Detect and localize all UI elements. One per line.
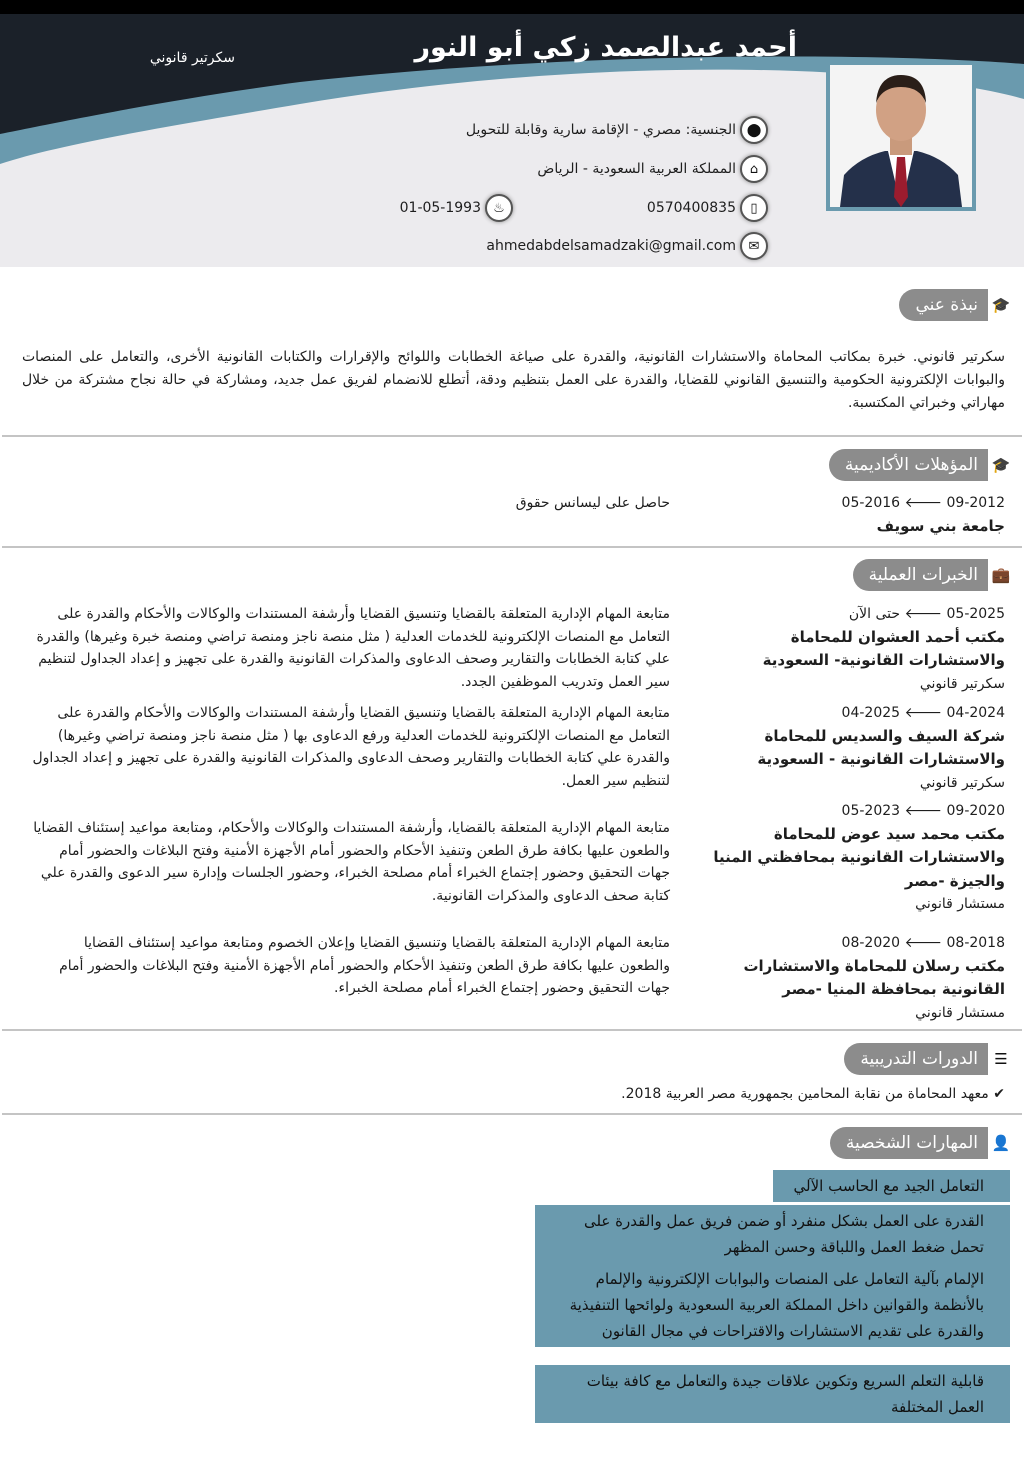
experience-entry	[695, 932, 1005, 1024]
arrow-left-icon: 🡐	[904, 705, 943, 721]
nationality-row	[466, 116, 768, 144]
profile-photo	[826, 61, 976, 211]
date-from: 09-2020	[946, 803, 1005, 819]
address-text: المملكة العربية السعودية - الرياض	[537, 161, 736, 177]
phone-row	[647, 194, 768, 222]
divider	[2, 435, 1022, 437]
top-bar	[0, 0, 1024, 14]
education-title: المؤهلات الأكاديمية	[829, 449, 988, 481]
experience-description: متابعة المهام الإدارية المتعلقة بالقضايا وتنسيق القضايا وإعلان الخصوم ومتابعة مواعيد إستئناف القضايا والطعون عليها بكافة طرق الطعن وتنفيذ الأحكام والحضور أمام الأجهزة الأمنية وفتح البلاغات والحضور أمام جهات التحقيق وحضور إجتماع الخبراء أمام مصلحة الخبراء.	[59, 935, 670, 996]
experience-description: متابعة المهام الإدارية المتعلقة بالقضايا، وأرشفة المستندات والوكالات والأحكام، ومتابعة مواعيد إستئناف القضايا والطعون عليها بكافة طرق الطعن وتنفيذ الأحكام والحضور أمام الأجهزة الأمنية وفتح البلاغات والحضور أمام جهات التحقيق وحضور إجتماع الخبراء أمام مصلحة الخبراء، وحضور الجلسات وإدارة سير الدعوى والقدرة علي كتابة صحف الدعاوى والمذكرات القانونية.	[33, 820, 670, 904]
role: سكرتير قانوني	[919, 774, 1005, 791]
course-text: معهد المحاماة من نقابة المحامين بجمهورية مصر العربية 2018.	[621, 1086, 989, 1102]
date-range	[695, 492, 1005, 515]
date-range	[695, 800, 1005, 823]
skill-item: التعامل الجيد مع الحاسب الآلي	[773, 1170, 1010, 1202]
arrow-left-icon: 🡐	[904, 803, 943, 819]
date-to: 08-2020	[841, 935, 901, 951]
date-range	[695, 702, 1005, 725]
briefcase-icon: 💼	[991, 566, 1011, 584]
birthdate-text: 01-05-1993	[399, 200, 481, 216]
courses-header	[844, 1043, 1014, 1075]
company: شركة السيف والسديس للمحاماة والاستشارات القانونية - السعودية	[757, 726, 1005, 768]
company: مكتب محمد سيد عوض للمحاماة والاستشارات القانونية بمحافظتي المنيا والجيزة -مصر	[713, 824, 1005, 890]
skill-item: قابلية التعلم السريع وتكوين علاقات جيدة والتعامل مع كافة بيئات العمل المختلفة	[535, 1365, 1010, 1423]
about-header	[899, 289, 1014, 321]
divider	[2, 1113, 1022, 1115]
date-to: 05-2023	[841, 803, 901, 819]
experience-entry	[695, 603, 1005, 695]
skill-item: القدرة على العمل بشكل منفرد أو ضمن فريق عمل والقدرة على تحمل ضغط العمل واللباقة وحسن المظهر	[535, 1205, 1010, 1263]
skills-header	[830, 1127, 1014, 1159]
skills-title: المهارات الشخصية	[830, 1127, 988, 1159]
experience-description: متابعة المهام الإدارية المتعلقة بالقضايا وتنسيق القضايا وأرشفة المستندات والوكالات والأحكام والقدرة على التعامل مع المنصات الإلكترونية للخدمات العدلية ورفع الدعاوى بها ( مثل منصة ناجز ومنصة تراضي وغيرها) والقدرة علي كتابة الخطابات والتقارير وصحف الدعاوى والمذكرات القانونية والقدرة على تجهيز و إعداد الجداول لتنظيم سير العمل.	[32, 705, 670, 789]
arrow-left-icon: 🡐	[904, 495, 943, 511]
home-icon: ⌂	[740, 155, 768, 183]
arrow-left-icon: 🡐	[904, 606, 943, 622]
education-header	[829, 449, 1014, 481]
full-name: أحمد عبدالصمد زكي أبو النور	[414, 32, 797, 63]
experience-title: الخبرات العملية	[853, 559, 988, 591]
role: سكرتير قانوني	[919, 675, 1005, 692]
divider	[2, 1029, 1022, 1031]
phone-text: 0570400835	[646, 200, 736, 216]
address-row	[537, 155, 768, 183]
role: مستشار قانوني	[915, 1004, 1005, 1021]
company: مكتب رسلان للمحاماة والاستشارات القانونية بمحافظة المنيا -مصر	[743, 956, 1005, 998]
date-range	[695, 603, 1005, 626]
birthday-cake-icon: ♨	[485, 194, 513, 222]
graduation-cap-icon: 🎓	[991, 296, 1011, 314]
date-range	[695, 932, 1005, 955]
mobile-phone-icon: ▯	[740, 194, 768, 222]
location-pin-icon: ⬤	[740, 116, 768, 144]
date-to: 04-2025	[841, 705, 901, 721]
skill-item: الإلمام بآلية التعامل على المنصات والبوابات الإلكترونية والإلمام بالأنظمة والقوانين داخل المملكة العربية السعودية ولوائحها التنفيذية والقدرة على تقديم الاستشارات والاقتراحات في مجال القانون	[535, 1263, 1010, 1347]
date-from: 08-2018	[946, 935, 1005, 951]
birthdate-row	[400, 194, 513, 222]
about-text: سكرتير قانوني. خبرة بمكاتب المحاماة والاستشارات القانونية، والقدرة على صياغة الخطابات واللوائح والإقرارات والكتابات القانونية الأخرى، والتعامل على المنصات والبوابات الإلكترونية الحكومية والتنسيق القانوني للقضايا، والقدرة على العمل بتنظيم ودقة، أتطلع للانضمام لفريق عمل جديد، ومشاركة في حالة نجاح مشتركة من خلال مهاراتي وخبراتي المكتسبة.	[22, 349, 1005, 411]
education-entry	[695, 492, 1005, 538]
divider	[2, 546, 1022, 548]
arrow-left-icon: 🡐	[904, 935, 943, 951]
nationality-text: الجنسية: مصري - الإقامة سارية وقابلة للتحويل	[465, 122, 736, 138]
institution: جامعة بني سويف	[876, 516, 1005, 535]
list-icon: ☰	[994, 1050, 1008, 1068]
date-from: 09-2012	[946, 495, 1005, 511]
degree: حاصل على ليسانس حقوق	[515, 495, 670, 511]
envelope-icon: ✉	[740, 232, 768, 260]
email-row	[486, 232, 768, 260]
checkmark-icon: ✔	[993, 1086, 1005, 1102]
company: مكتب أحمد العشوان للمحاماة والاستشارات القانونية- السعودية	[762, 627, 1005, 669]
experience-entry	[695, 800, 1005, 916]
experience-entry	[695, 702, 1005, 794]
experience-header	[853, 559, 1014, 591]
course-item	[621, 1086, 1005, 1102]
courses-title: الدورات التدريبية	[844, 1043, 988, 1075]
date-to: حتى الآن	[848, 606, 901, 622]
user-gear-icon: 👤	[991, 1134, 1011, 1152]
graduation-cap-icon: 🎓	[991, 456, 1011, 474]
date-from: 05-2025	[946, 606, 1005, 622]
date-from: 04-2024	[946, 705, 1005, 721]
experience-description: متابعة المهام الإدارية المتعلقة بالقضايا وتنسيق القضايا وأرشفة المستندات والوكالات والأحكام والقدرة على التعامل مع المنصات الإلكترونية للخدمات العدلية ( مثل منصة ناجز ومنصة تراضي ومنصة خبرة وغيرها) والقدرة علي كتابة الخطابات والتقارير وصحف الدعاوى والمذكرات القانونية والقدرة على تجهيز و إعداد الجداول لتنظيم سير العمل وتدريب الموظفين الجدد.	[36, 606, 670, 690]
date-to: 05-2016	[841, 495, 901, 511]
job-title: سكرتير قانوني	[149, 50, 235, 66]
role: مستشار قانوني	[915, 896, 1005, 912]
email-text[interactable]: ahmedabdelsamadzaki@gmail.com	[486, 238, 736, 254]
about-title: نبذة عني	[899, 289, 988, 321]
